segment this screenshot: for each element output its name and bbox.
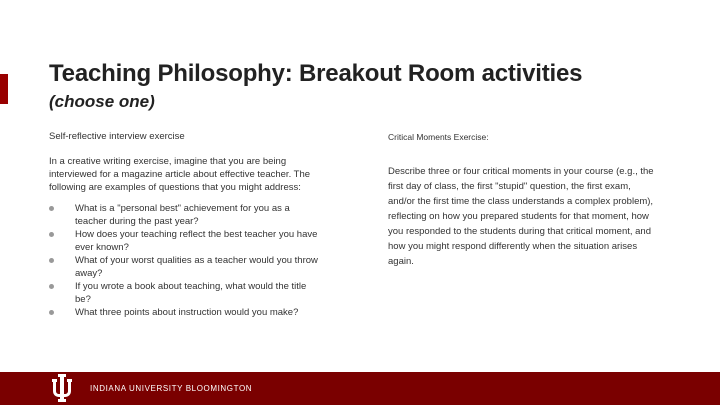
list-item	[49, 306, 319, 319]
footer-org-name: INDIANA UNIVERSITY BLOOMINGTON	[90, 384, 253, 393]
left-heading: Self-reflective interview exercise	[49, 131, 185, 142]
left-column	[49, 130, 319, 319]
bullet-icon	[49, 310, 54, 315]
list-item	[49, 254, 319, 280]
list-item	[49, 202, 319, 228]
list-item	[49, 280, 319, 306]
right-column	[388, 130, 658, 269]
slide-subtitle: (choose one)	[49, 92, 155, 111]
question-text: How does your teaching reflect the best teacher you have ever known?	[75, 229, 318, 253]
bullet-icon	[49, 258, 54, 263]
question-text: What of your worst qualities as a teacher would you throw away?	[75, 255, 318, 279]
footer-bar	[0, 372, 720, 405]
title-accent-bar	[0, 74, 8, 104]
right-heading: Critical Moments Exercise:	[388, 132, 489, 142]
bullet-icon	[49, 232, 54, 237]
bullet-icon	[49, 206, 54, 211]
question-text: If you wrote a book about teaching, what would the title be?	[75, 281, 307, 305]
question-text: What is a "personal best" achievement for you as a teacher during the past year?	[75, 203, 290, 227]
slide-title: Teaching Philosophy: Breakout Room activities	[49, 60, 583, 87]
bullet-icon	[49, 284, 54, 289]
question-list	[49, 202, 319, 319]
iu-trident-icon	[50, 374, 74, 402]
list-item	[49, 228, 319, 254]
left-intro: In a creative writing exercise, imagine that you are being interviewed for a magazine article about effective teacher. The following are examples of questions that you might address:	[49, 156, 311, 193]
question-text: What three points about instruction would you make?	[75, 307, 299, 318]
right-body: Describe three or four critical moments in your course (e.g., the first day of class, the first "stupid" question, the first exam, and/or the first time the class understands a complex problem), reflecting on how you prepared students for that moment, how you responded to the students during that critical moment, and how you might respond differently when the situation arises again.	[388, 166, 654, 267]
